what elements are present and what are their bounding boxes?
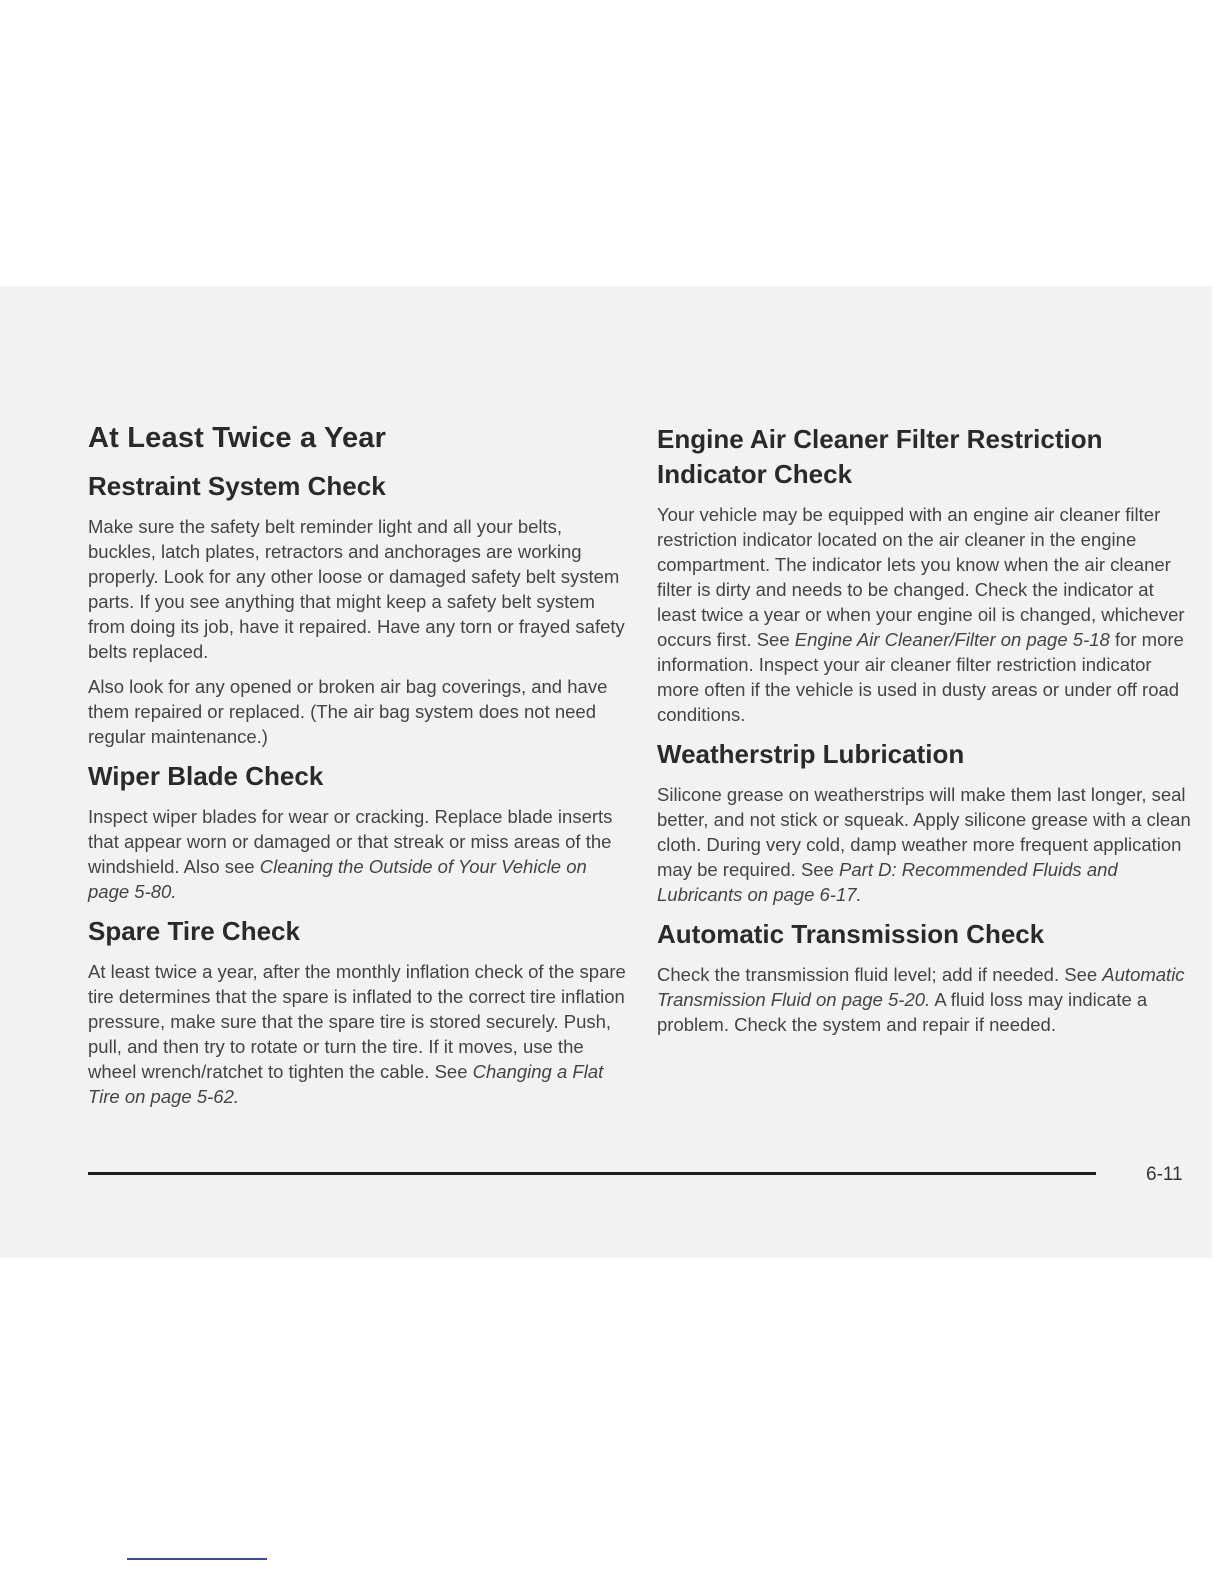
engine-title: Engine Air Cleaner Filter Restriction Indicator Check xyxy=(657,424,1103,489)
engine-text-1: Your vehicle may be equipped with an engine air cleaner filter restriction indicator located on the air cleaner in the engine compartment. The indicator lets you know when the air cleaner filter is dirty and needs to be changed. Check the indicator at least twice a year or when your engine oil is changed, whichever occurs first. See xyxy=(657,504,1185,650)
engine-reference-link[interactable]: Engine Air Cleaner/Filter on page 5-18 xyxy=(794,629,1110,650)
wiper-reference-link[interactable]: Cleaning the Outside of Your Vehicle on page 5-80. xyxy=(88,856,587,902)
weatherstrip-text: Silicone grease on weatherstrips will make them last longer, seal better, and not stick or squeak. Apply silicone grease with a clean cloth. During very cold, damp weather more frequent application may be required. See xyxy=(657,784,1191,880)
spare-title: Spare Tire Check xyxy=(88,916,300,946)
restraint-title: Restraint System Check xyxy=(88,471,386,501)
section-heading: At Least Twice a Year xyxy=(88,422,387,454)
wiper-text: Inspect wiper blades for wear or cracking. Replace blade inserts that appear worn or damaged or that streak or miss areas of the windshield. Also see xyxy=(88,806,613,877)
engine-paragraph xyxy=(657,502,1197,727)
bottom-divider xyxy=(127,1558,267,1560)
transmission-title: Automatic Transmission Check xyxy=(657,919,1045,949)
wiper-title: Wiper Blade Check xyxy=(88,761,324,791)
wiper-paragraph xyxy=(88,804,628,904)
weatherstrip-paragraph xyxy=(657,782,1197,907)
weatherstrip-title: Weatherstrip Lubrication xyxy=(657,739,965,769)
left-column xyxy=(88,422,628,1119)
transmission-text-2: A fluid loss may indicate a problem. Check the system and repair if needed. xyxy=(657,989,1148,1035)
transmission-reference-link[interactable]: Automatic Transmission Fluid on page 5-20. xyxy=(657,964,1185,1010)
engine-text-2: for more information. Inspect your air cleaner filter restriction indicator more often if the vehicle is used in dusty areas or under off road conditions. xyxy=(657,629,1184,725)
transmission-paragraph xyxy=(657,962,1197,1037)
footer-rule xyxy=(88,1172,1096,1175)
spare-text: At least twice a year, after the monthly inflation check of the spare tire determines that the spare is inflated to the correct tire inflation pressure, make sure that the spare tire is stored securely. Push, pull, and then try to rotate or turn the tire. If it moves, use the wheel wrench/ratchet to tighten the cable. See xyxy=(88,961,626,1082)
restraint-paragraph-1: Make sure the safety belt reminder light and all your belts, buckles, latch plates, retractors and anchorages are working properly. Look for any other loose or damaged safety belt system parts. If you see anything that might keep a safety belt system from doing its job, have it repaired. Have any torn or frayed safety belts replaced. xyxy=(88,516,625,662)
page-number: 6-11 xyxy=(1146,1164,1183,1185)
spare-reference-link[interactable]: Changing a Flat Tire on page 5-62. xyxy=(88,1061,604,1107)
transmission-text-1: Check the transmission fluid level; add if needed. See xyxy=(657,964,1098,985)
restraint-paragraph-2: Also look for any opened or broken air bag coverings, and have them repaired or replaced. (The air bag system does not need regular maintenance.) xyxy=(88,676,608,747)
spare-paragraph xyxy=(88,959,628,1109)
weatherstrip-reference-link[interactable]: Part D: Recommended Fluids and Lubricants on page 6-17. xyxy=(657,859,1118,905)
right-column xyxy=(657,422,1197,1047)
